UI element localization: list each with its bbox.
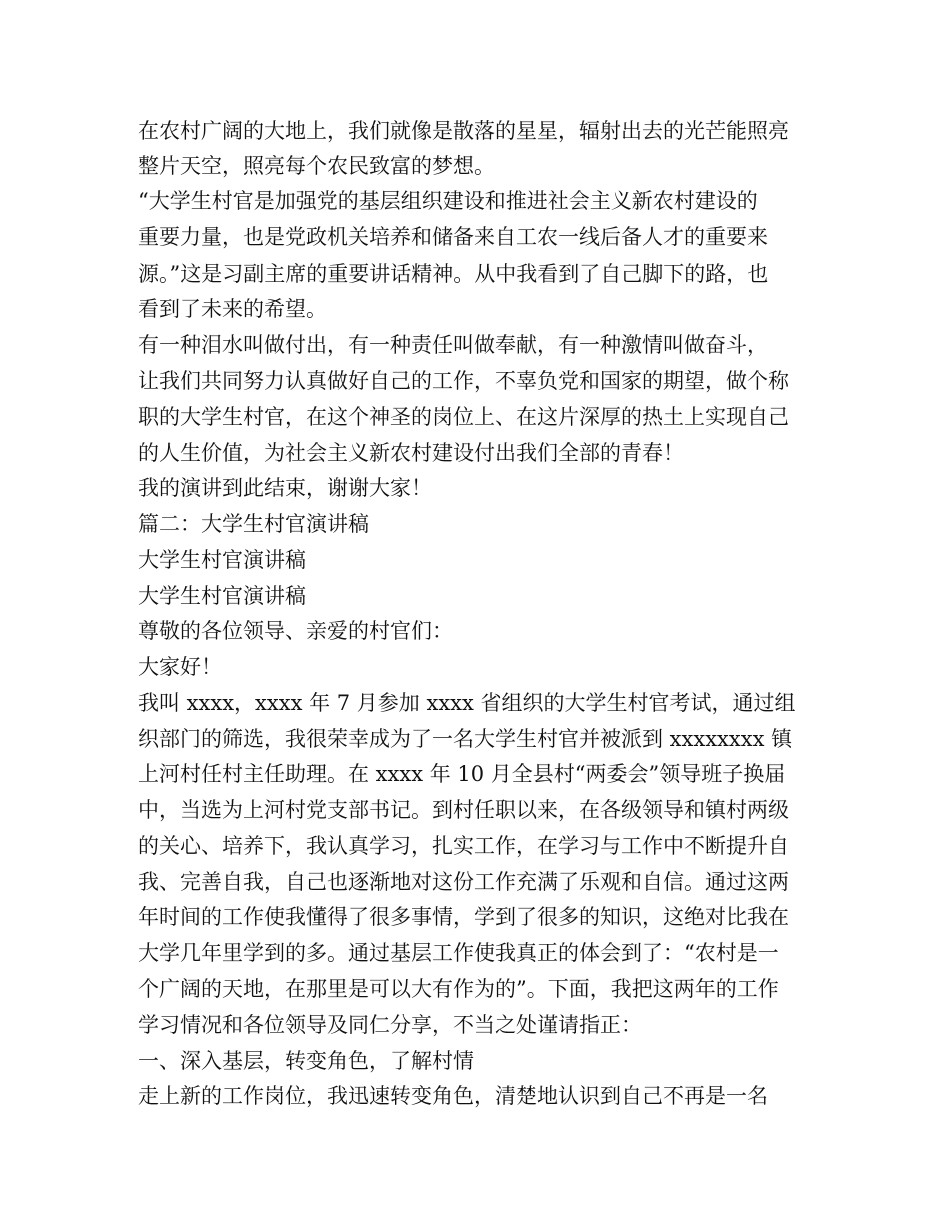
text-line: 源。”这是习副主席的重要讲话精神。从中我看到了自己脚下的路，也 [138, 262, 769, 286]
text-line: 年时间的工作使我懂得了很多事情，学到了很多的知识，这绝对比我在 [138, 905, 789, 929]
text-line: 走上新的工作岗位，我迅速转变角色，清楚地认识到自己不再是一名 [138, 1084, 768, 1108]
text-line: 织部门的筛选，我很荣幸成为了一名大学生村官并被派到 xxxxxxxx 镇 [138, 727, 793, 751]
text-line: 大学几年里学到的多。通过基层工作使我真正的体会到了：“农村是一 [138, 941, 779, 965]
text-line: 我叫 xxxx，xxxx 年 7 月参加 xxxx 省组织的大学生村官考试，通过组 [138, 691, 796, 715]
text-line: 整片天空，照亮每个农民致富的梦想。 [138, 154, 495, 178]
speech-title: 大学生村官演讲稿 [138, 584, 306, 608]
text-line: 我的演讲到此结束，谢谢大家！ [138, 476, 432, 500]
text-line: 的人生价值，为社会主义新农村建设付出我们全部的青春！ [138, 441, 684, 465]
text-line: 让我们共同努力认真做好自己的工作，不辜负党和国家的期望，做个称 [138, 369, 789, 393]
text-line: 我、完善自我，自己也逐渐地对这份工作充满了乐观和自信。通过这两 [138, 870, 789, 894]
greeting-line: 尊敬的各位领导、亲爱的村官们： [138, 619, 453, 643]
text-line: 学习情况和各位领导及同仁分享，不当之处谨请指正： [138, 1013, 642, 1037]
text-line: “大学生村官是加强党的基层组织建设和推进社会主义新农村建设的 [138, 189, 758, 213]
text-line: 在农村广阔的大地上，我们就像是散落的星星，辐射出去的光芒能照亮 [138, 119, 789, 143]
text-line: 的关心、培养下，我认真学习，扎实工作，在学习与工作中不断提升自 [138, 834, 789, 858]
text-line: 看到了未来的希望。 [138, 297, 327, 321]
text-line: 重要力量，也是党政机关培养和储备来自工农一线后备人才的重要来 [138, 225, 768, 249]
section-heading: 篇二：大学生村官演讲稿 [138, 512, 369, 536]
subheading: 一、深入基层，转变角色，了解村情 [138, 1049, 474, 1073]
text-line: 中，当选为上河村党支部书记。到村任职以来，在各级领导和镇村两级 [138, 798, 789, 822]
text-line: 有一种泪水叫做付出，有一种责任叫做奉献，有一种激情叫做奋斗， [138, 333, 768, 357]
greeting-line: 大家好！ [138, 655, 222, 679]
speech-title: 大学生村官演讲稿 [138, 548, 306, 572]
text-line: 个广阔的天地，在那里是可以大有作为的”。下面，我把这两年的工作 [138, 977, 779, 1001]
text-line: 职的大学生村官，在这个神圣的岗位上、在这片深厚的热土上实现自己 [138, 405, 789, 429]
text-line: 上河村任村主任助理。在 xxxx 年 10 月全县村“两委会”领导班子换届 [138, 762, 786, 786]
